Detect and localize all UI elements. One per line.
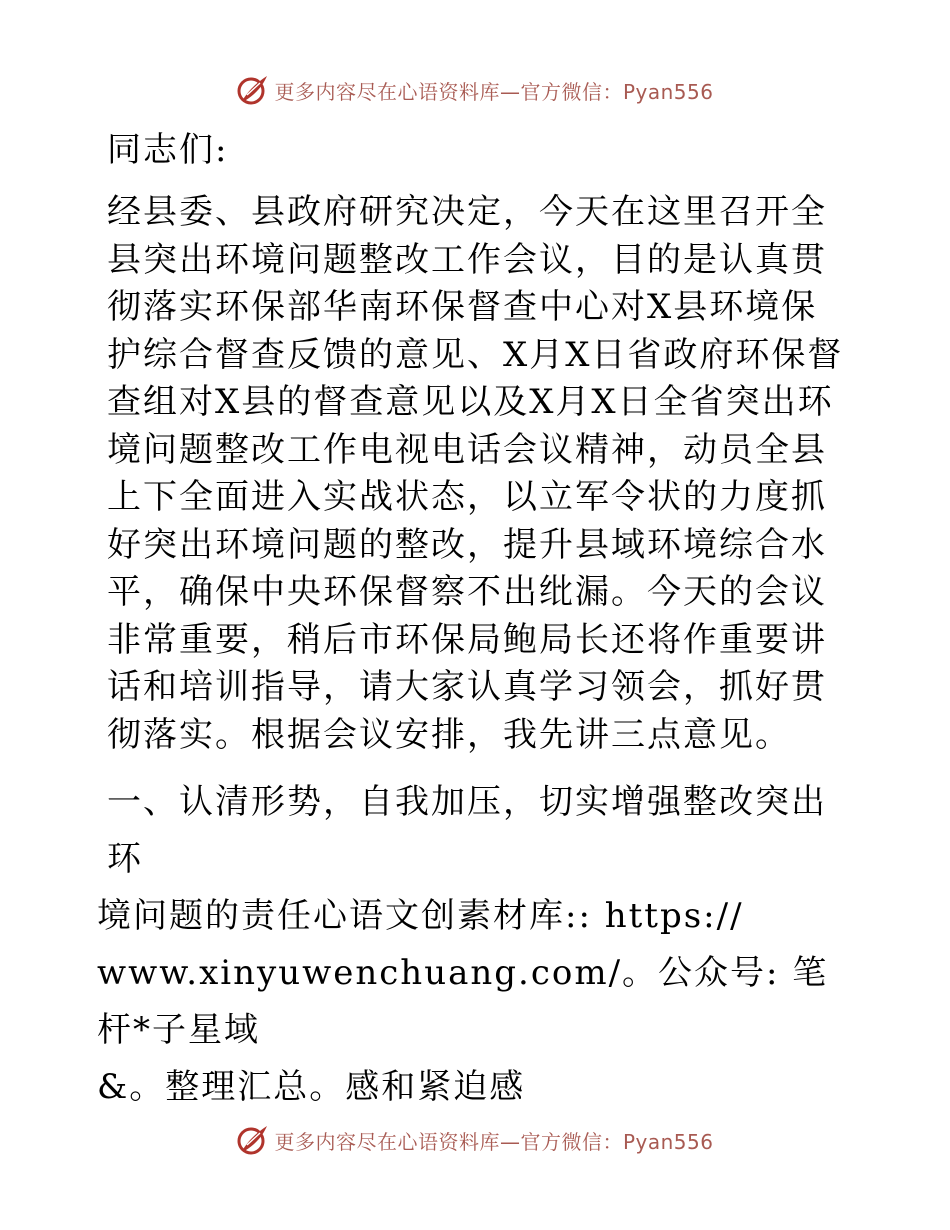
header-watermark-banner — [0, 70, 950, 110]
salutation: 同志们: — [107, 130, 229, 170]
section-one-line-2: 境问题的责任心语文创素材库:: https:// — [97, 896, 744, 936]
section-one-line-1: 一、认清形势，自我加压，切实增强整改突出环 — [107, 782, 827, 879]
section-one-line-3: www.xinyuwenchuang.com/。公众号: 笔杆*子星域 — [97, 953, 829, 1050]
paragraph-opening: 经县委、县政府研究决定，今天在这里召开全县突出环境问题整改工作会议，目的是认真贯彻落实环保部华南环保督查中心对X县环境保护综合督查反馈的意见、X月X日省政府环保督查组对X县的督查意见以及X月X日全省突出环境问题整改工作电视电话会议精神，动员全县上下全面进入实战状态，以立军令状的力度抓好突出环境问题的整改，提升县域环境综合水平，确保中央环保督察不出纰漏。今天的会议非常重要，稍后市环保局鲍局长还将作重要讲话和培训指导，请大家认真学习领会，抓好贯彻落实。根据会议安排，我先讲三点意见。 — [107, 192, 844, 755]
paragraph-section-one — [97, 774, 853, 1116]
footer-watermark-banner — [0, 1120, 950, 1160]
section-one-line-4: &。整理汇总。感和紧迫感 — [97, 1067, 526, 1107]
feather-quill-logo-icon — [236, 73, 270, 107]
header-watermark-text: 更多内容尽在心语资料库—官方微信：Pyan556 — [274, 79, 714, 104]
footer-watermark-text: 更多内容尽在心语资料库—官方微信：Pyan556 — [274, 1129, 714, 1154]
document-body — [97, 125, 853, 1116]
feather-quill-logo-icon — [236, 1123, 270, 1157]
